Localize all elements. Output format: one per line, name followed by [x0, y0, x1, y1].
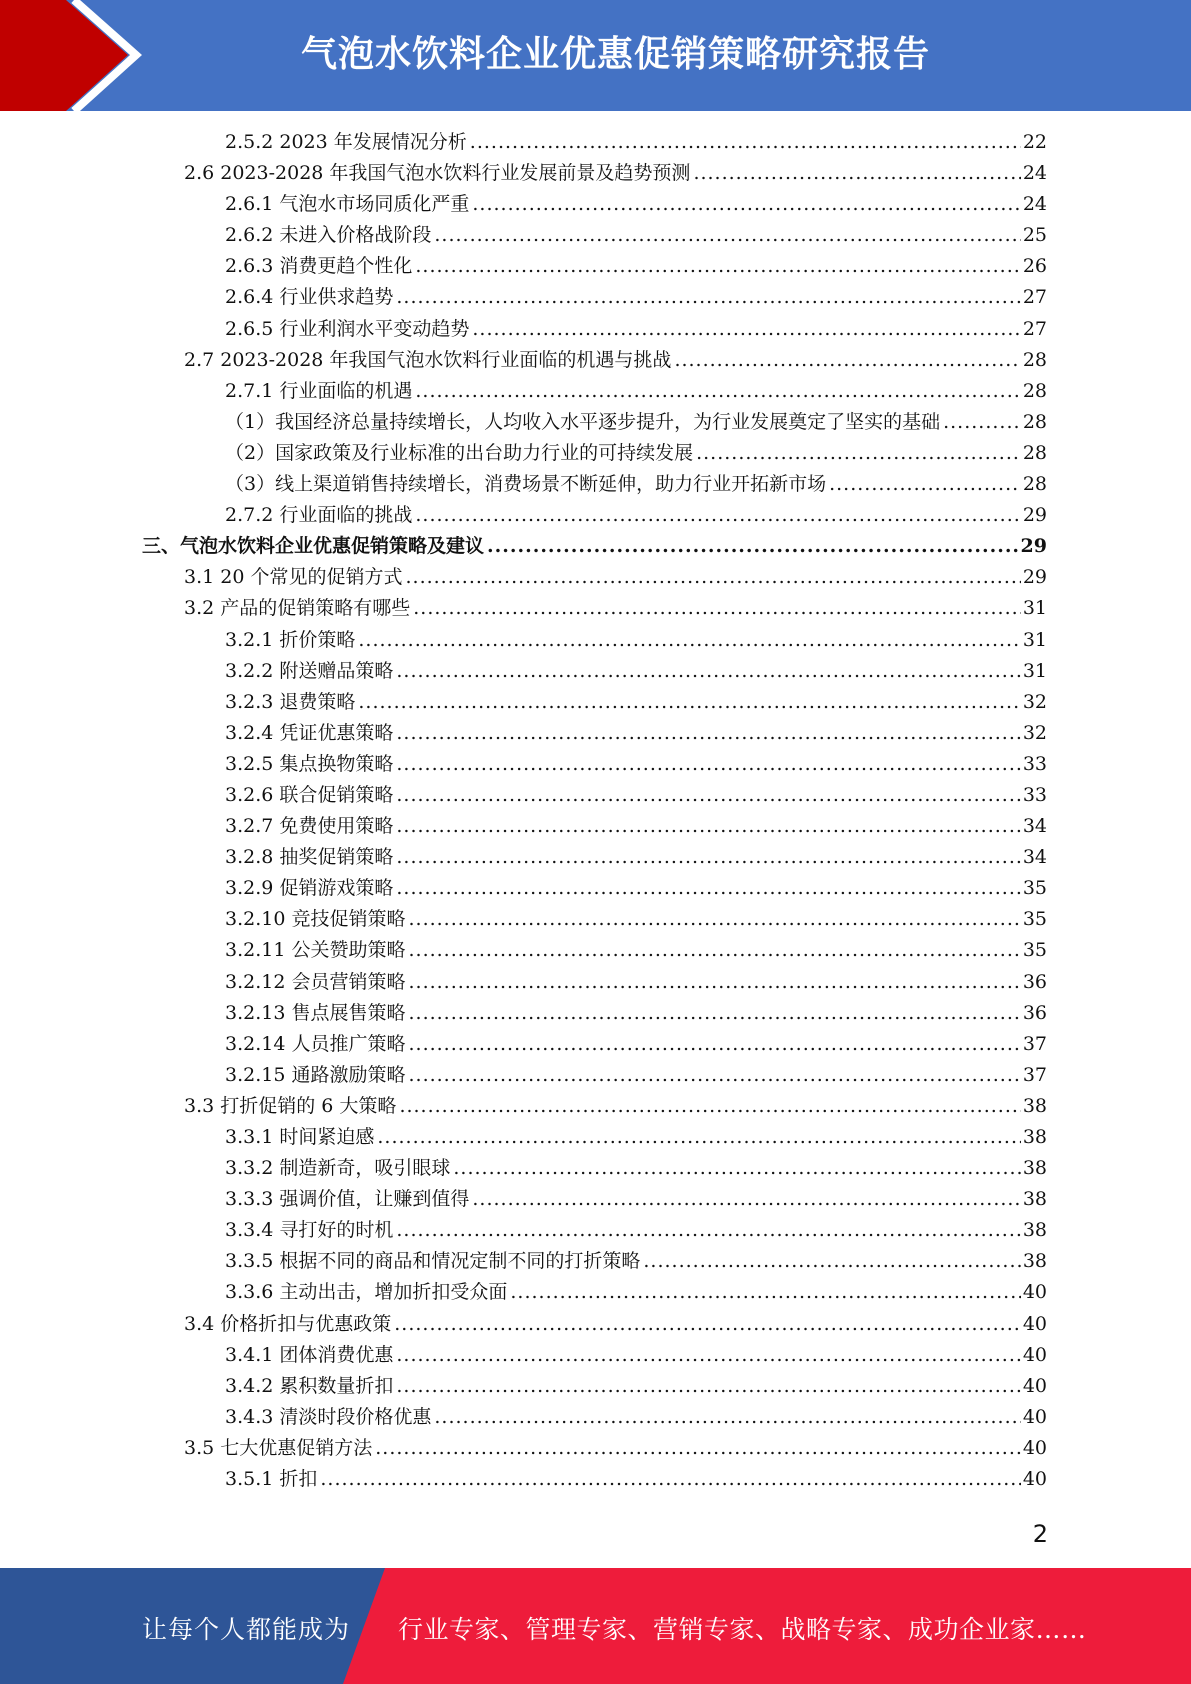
- toc-entry-page: 37: [1022, 1032, 1047, 1055]
- toc-entry-title: 3.2.3 退费策略: [225, 690, 356, 713]
- toc-entry-page: 38: [1022, 1126, 1047, 1148]
- toc-entry-title: 3.2.15 通路激励策略: [225, 1063, 406, 1086]
- toc-dot-leader: [453, 1153, 1020, 1184]
- toc-entry-title: 3.2.14 人员推广策略: [225, 1032, 406, 1055]
- toc-dot-leader: [396, 780, 1020, 811]
- toc-entry-page: 34: [1022, 815, 1047, 838]
- toc-dot-leader: [405, 562, 1020, 593]
- toc-entry-title: 3.5 七大优惠促销方法: [184, 1436, 373, 1459]
- toc-dot-leader: [643, 1246, 1020, 1277]
- toc-entry-title: 2.6.4 行业供求趋势: [225, 286, 394, 309]
- toc-entry[interactable]: [0, 656, 1191, 687]
- toc-entry-title: 3.3.1 时间紧迫感: [225, 1126, 375, 1148]
- toc-entry-page: 34: [1022, 846, 1047, 869]
- toc-entry-title: 2.7.1 行业面临的机遇: [225, 379, 413, 402]
- toc-entry-title: （3）线上渠道销售持续增长，消费场景不断延伸，助力行业开拓新市场: [225, 473, 827, 496]
- toc-entry-title: 3.4.1 团体消费优惠: [225, 1343, 394, 1366]
- toc-entry[interactable]: [0, 345, 1191, 376]
- toc-entry-title: 3.1 20 个常见的促销方式: [184, 566, 403, 589]
- toc-entry-page: 33: [1022, 752, 1047, 775]
- toc-entry-page: 25: [1022, 224, 1047, 247]
- toc-entry-title: 2.7 2023-2028 年我国气泡水饮料行业面临的机遇与挑战: [184, 348, 672, 371]
- toc-dot-leader: [396, 811, 1020, 842]
- toc-dot-leader: [434, 1402, 1020, 1433]
- toc-dot-leader: [396, 1371, 1020, 1402]
- toc-entry-title: 3.5.1 折扣: [225, 1468, 318, 1491]
- toc-entry[interactable]: [0, 1153, 1191, 1184]
- toc-entry-page: 32: [1022, 721, 1047, 744]
- toc-dot-leader: [470, 127, 1021, 158]
- toc-entry[interactable]: [0, 811, 1191, 842]
- toc-entry-page: 28: [1022, 473, 1047, 496]
- toc-dot-leader: [434, 220, 1020, 251]
- toc-entry-page: 40: [1022, 1343, 1047, 1366]
- toc-entry-page: 24: [1022, 193, 1047, 216]
- toc-dot-leader: [377, 1122, 1020, 1153]
- toc-entry-title: 3.2.5 集点换物策略: [225, 752, 394, 775]
- toc-dot-leader: [396, 873, 1020, 904]
- toc-dot-leader: [472, 314, 1020, 345]
- toc-entry[interactable]: [0, 1464, 1191, 1495]
- toc-entry-title: 3.2.1 折价策略: [225, 628, 356, 651]
- toc-dot-leader: [408, 998, 1020, 1029]
- toc-entry-page: 31: [1022, 628, 1047, 651]
- toc-dot-leader: [396, 749, 1020, 780]
- toc-entry[interactable]: [0, 625, 1191, 656]
- toc-entry[interactable]: [0, 1371, 1191, 1402]
- toc-entry-page: 35: [1022, 908, 1047, 931]
- toc-entry-page: 22: [1022, 131, 1047, 153]
- toc-dot-leader: [396, 1340, 1020, 1371]
- toc-entry-title: 3.4.3 清淡时段价格优惠: [225, 1405, 432, 1428]
- page-footer: [0, 1568, 1191, 1684]
- toc-entry[interactable]: [0, 376, 1191, 407]
- toc-entry-page: 35: [1022, 939, 1047, 962]
- toc-entry-title: 3.2.6 联合促销策略: [225, 783, 394, 806]
- toc-entry[interactable]: [0, 189, 1191, 220]
- toc-entry-page: 28: [1022, 441, 1047, 464]
- toc-entry-page: 29: [1022, 504, 1047, 527]
- toc-entry-title: 3.3 打折促销的 6 大策略: [184, 1094, 397, 1117]
- toc-entry-title: 3.3.3 强调价值，让赚到值得: [225, 1188, 470, 1211]
- toc-entry-page: 38: [1022, 1188, 1047, 1211]
- toc-entry-page: 38: [1022, 1157, 1047, 1180]
- toc-entry-page: 35: [1022, 877, 1047, 900]
- toc-entry-page: 33: [1022, 783, 1047, 806]
- toc-dot-leader: [408, 935, 1020, 966]
- toc-entry-title: （1）我国经济总量持续增长，人均收入水平逐步提升，为行业发展奠定了坚实的基础: [225, 410, 941, 433]
- toc-dot-leader: [696, 438, 1021, 469]
- toc-dot-leader: [487, 531, 1019, 562]
- toc-dot-leader: [396, 282, 1020, 313]
- toc-entry-page: 27: [1022, 317, 1047, 340]
- toc-entry-page: 24: [1022, 162, 1047, 185]
- toc-entry[interactable]: [0, 780, 1191, 811]
- toc-entry[interactable]: [0, 1340, 1191, 1371]
- toc-entry-title: 3.2.4 凭证优惠策略: [225, 721, 394, 744]
- toc-dot-leader: [829, 469, 1021, 500]
- toc-entry[interactable]: [0, 842, 1191, 873]
- toc-entry[interactable]: [0, 500, 1191, 531]
- toc-dot-leader: [472, 1184, 1020, 1215]
- toc-entry-title: 3.4.2 累积数量折扣: [225, 1374, 394, 1397]
- toc-entry-page: 40: [1022, 1312, 1047, 1335]
- toc-entry-page: 31: [1022, 597, 1047, 620]
- toc-dot-leader: [408, 904, 1020, 935]
- toc-dot-leader: [375, 1433, 1021, 1464]
- toc-entry-page: 37: [1022, 1063, 1047, 1086]
- toc-entry[interactable]: [0, 562, 1191, 593]
- toc-entry[interactable]: [0, 1215, 1191, 1246]
- toc-entry[interactable]: [0, 407, 1191, 438]
- toc-entry[interactable]: [0, 127, 1191, 158]
- toc-dot-leader: [510, 1277, 1020, 1308]
- toc-dot-leader: [472, 189, 1020, 220]
- toc-dot-leader: [415, 376, 1020, 407]
- toc-entry[interactable]: [0, 593, 1191, 624]
- toc-entry[interactable]: [0, 1029, 1191, 1060]
- toc-entry[interactable]: [0, 531, 1191, 562]
- toc-entry-page: 32: [1022, 690, 1047, 713]
- toc-entry[interactable]: [0, 220, 1191, 251]
- toc-entry-title: 3.2.10 竞技促销策略: [225, 908, 406, 931]
- toc-entry-page: 36: [1022, 970, 1047, 993]
- toc-entry[interactable]: [0, 967, 1191, 998]
- toc-dot-leader: [943, 407, 1021, 438]
- toc-entry-title: 3.2.7 免费使用策略: [225, 815, 394, 838]
- page-number: 2: [1032, 1520, 1048, 1548]
- toc-entry-title: 3.4 价格折扣与优惠政策: [184, 1312, 392, 1335]
- toc-entry-title: 3.2.8 抽奖促销策略: [225, 846, 394, 869]
- toc-entry-title: 3.2.2 附送赠品策略: [225, 659, 394, 682]
- toc-entry[interactable]: [0, 1277, 1191, 1308]
- toc-entry-title: 2.7.2 行业面临的挑战: [225, 504, 413, 527]
- toc-dot-leader: [396, 718, 1020, 749]
- toc-entry-title: 3.2 产品的促销策略有哪些: [184, 597, 411, 620]
- toc-dot-leader: [415, 251, 1020, 282]
- header-red-chevron: [0, 0, 128, 111]
- toc-entry[interactable]: [0, 1184, 1191, 1215]
- toc-entry-title: 3.3.5 根据不同的商品和情况定制不同的打折策略: [225, 1250, 641, 1273]
- toc-entry[interactable]: [0, 904, 1191, 935]
- toc-entry-page: 38: [1022, 1250, 1047, 1273]
- toc-entry-page: 40: [1022, 1405, 1047, 1428]
- toc-entry-title: 3.2.12 会员营销策略: [225, 970, 406, 993]
- toc-dot-leader: [408, 1060, 1020, 1091]
- toc-entry-title: 2.6.5 行业利润水平变动趋势: [225, 317, 470, 340]
- toc-entry[interactable]: [0, 1091, 1191, 1122]
- toc-entry-page: 31: [1022, 659, 1047, 682]
- toc-entry-title: 2.6.2 未进入价格战阶段: [225, 224, 432, 247]
- toc-entry[interactable]: [0, 998, 1191, 1029]
- toc-dot-leader: [358, 625, 1020, 656]
- toc-entry-title: 2.6 2023-2028 年我国气泡水饮料行业发展前景及趋势预测: [184, 162, 691, 185]
- toc-entry[interactable]: [0, 873, 1191, 904]
- toc-dot-leader: [394, 1309, 1021, 1340]
- toc-entry-title: 三、气泡水饮料企业优惠促销策略及建议: [142, 535, 485, 558]
- toc-entry-page: 40: [1022, 1436, 1047, 1459]
- header-arrow-decoration: [0, 0, 160, 111]
- toc-entry-title: 2.5.2 2023 年发展情况分析: [225, 131, 467, 153]
- toc-entry[interactable]: [0, 1060, 1191, 1091]
- toc-entry-page: 29: [1022, 566, 1047, 589]
- toc-entry[interactable]: [0, 251, 1191, 282]
- toc-dot-leader: [693, 158, 1020, 189]
- toc-entry-title: 3.2.11 公关赞助策略: [225, 939, 406, 962]
- toc-dot-leader: [396, 842, 1020, 873]
- toc-dot-leader: [415, 500, 1020, 531]
- toc-dot-leader: [408, 967, 1020, 998]
- toc-entry[interactable]: [0, 469, 1191, 500]
- toc-dot-leader: [396, 1215, 1020, 1246]
- toc-entry[interactable]: [0, 314, 1191, 345]
- table-of-contents: [0, 127, 1191, 1495]
- toc-entry-title: （2）国家政策及行业标准的出台助力行业的可持续发展: [225, 441, 694, 464]
- toc-entry-page: 38: [1022, 1219, 1047, 1242]
- toc-entry[interactable]: [0, 935, 1191, 966]
- toc-entry-page: 36: [1022, 1001, 1047, 1024]
- toc-dot-leader: [396, 656, 1020, 687]
- toc-dot-leader: [358, 687, 1020, 718]
- toc-entry[interactable]: [0, 282, 1191, 313]
- page-header: [0, 0, 1191, 111]
- toc-entry-title: 3.2.9 促销游戏策略: [225, 877, 394, 900]
- toc-entry[interactable]: [0, 1433, 1191, 1464]
- toc-entry[interactable]: [0, 687, 1191, 718]
- toc-entry-page: 40: [1022, 1374, 1047, 1397]
- toc-entry-page: 28: [1022, 379, 1047, 402]
- toc-dot-leader: [674, 345, 1020, 376]
- toc-entry[interactable]: [0, 1246, 1191, 1277]
- toc-dot-leader: [320, 1464, 1020, 1495]
- toc-entry-page: 40: [1022, 1468, 1047, 1491]
- toc-entry-page: 38: [1022, 1094, 1047, 1117]
- toc-entry-title: 3.3.6 主动出击，增加折扣受众面: [225, 1281, 508, 1304]
- toc-entry[interactable]: [0, 1309, 1191, 1340]
- toc-entry-title: 3.3.4 寻打好的时机: [225, 1219, 394, 1242]
- toc-entry-title: 2.6.1 气泡水市场同质化严重: [225, 193, 470, 216]
- toc-entry-title: 3.2.13 售点展售策略: [225, 1001, 406, 1024]
- toc-dot-leader: [413, 593, 1021, 624]
- footer-slogan-left: 让每个人都能成为: [142, 1615, 351, 1644]
- toc-entry-title: 2.6.3 消费更趋个性化: [225, 255, 413, 278]
- toc-entry-page: 26: [1022, 255, 1047, 278]
- toc-entry-page: 40: [1022, 1281, 1047, 1304]
- toc-entry[interactable]: [0, 718, 1191, 749]
- report-title: 气泡水饮料企业优惠促销策略研究报告: [300, 34, 930, 75]
- toc-dot-leader: [399, 1091, 1020, 1122]
- toc-entry-page: 28: [1022, 348, 1047, 371]
- toc-entry-page: 28: [1022, 410, 1047, 433]
- footer-slogan-right: 行业专家、管理专家、营销专家、战略专家、成功企业家……: [398, 1615, 1087, 1644]
- toc-entry[interactable]: [0, 438, 1191, 469]
- toc-entry[interactable]: [0, 158, 1191, 189]
- toc-entry-page: 27: [1022, 286, 1047, 309]
- toc-entry-page: 29: [1020, 535, 1047, 558]
- toc-entry[interactable]: [0, 1122, 1191, 1153]
- toc-entry[interactable]: [0, 749, 1191, 780]
- toc-entry-title: 3.3.2 制造新奇，吸引眼球: [225, 1157, 451, 1180]
- toc-dot-leader: [408, 1029, 1020, 1060]
- toc-entry[interactable]: [0, 1402, 1191, 1433]
